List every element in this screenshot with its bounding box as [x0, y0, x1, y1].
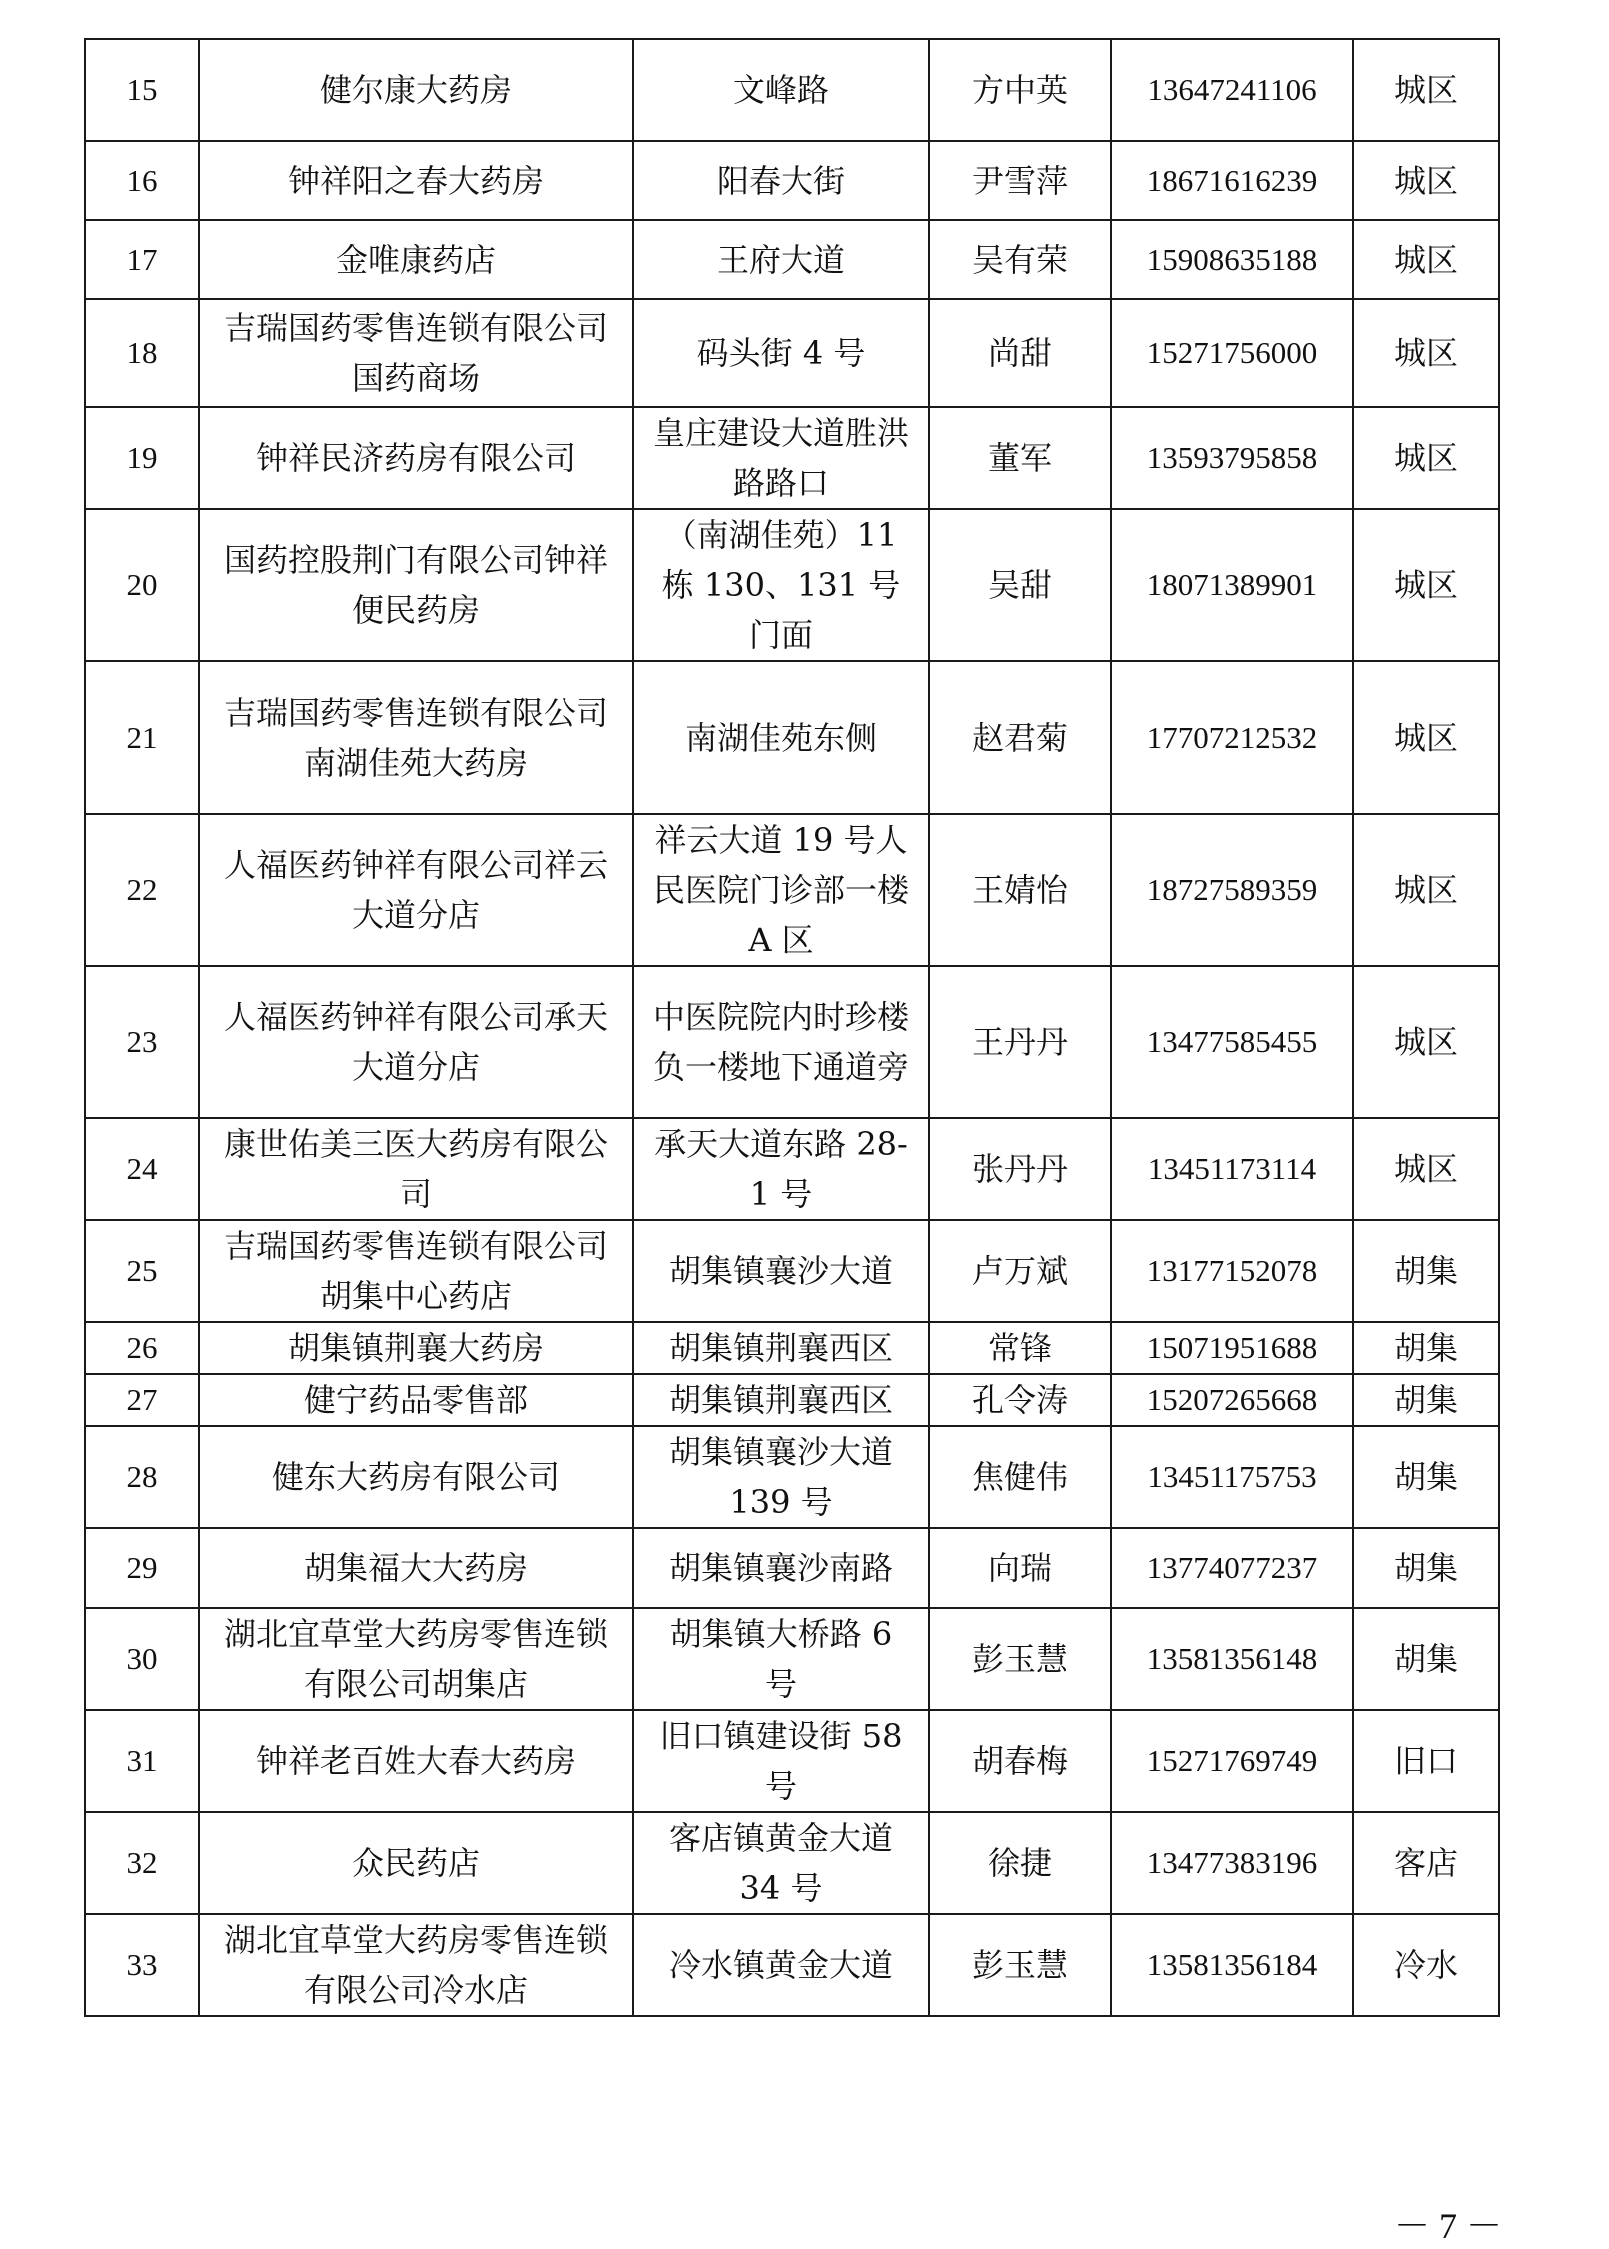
pharmacy-address: 祥云大道 19 号人民医院门诊部一楼 A 区 — [633, 814, 929, 966]
table-row — [85, 220, 1499, 299]
row-number: 22 — [85, 814, 199, 966]
pharmacy-name: 健东大药房有限公司 — [199, 1426, 633, 1528]
row-number: 29 — [85, 1528, 199, 1608]
table-row — [85, 1528, 1499, 1608]
phone-number: 18071389901 — [1111, 509, 1353, 661]
phone-number: 15908635188 — [1111, 220, 1353, 299]
phone-number: 13581356184 — [1111, 1914, 1353, 2016]
phone-number: 13774077237 — [1111, 1528, 1353, 1608]
pharmacy-name: 湖北宜草堂大药房零售连锁有限公司胡集店 — [199, 1608, 633, 1710]
row-number: 18 — [85, 299, 199, 407]
pharmacy-name: 胡集福大大药房 — [199, 1528, 633, 1608]
pharmacy-address: 承天大道东路 28-1 号 — [633, 1118, 929, 1220]
contact-person: 方中英 — [929, 39, 1111, 141]
pharmacy-name: 康世佑美三医大药房有限公司 — [199, 1118, 633, 1220]
table-row — [85, 1426, 1499, 1528]
row-number: 15 — [85, 39, 199, 141]
area: 城区 — [1353, 299, 1499, 407]
pharmacy-address: 王府大道 — [633, 220, 929, 299]
pharmacy-name: 吉瑞国药零售连锁有限公司南湖佳苑大药房 — [199, 661, 633, 814]
area: 胡集 — [1353, 1528, 1499, 1608]
pharmacy-address: 冷水镇黄金大道 — [633, 1914, 929, 2016]
row-number: 21 — [85, 661, 199, 814]
pharmacy-name: 国药控股荆门有限公司钟祥便民药房 — [199, 509, 633, 661]
contact-person: 王丹丹 — [929, 966, 1111, 1118]
phone-number: 13477585455 — [1111, 966, 1353, 1118]
area: 城区 — [1353, 141, 1499, 220]
contact-person: 卢万斌 — [929, 1220, 1111, 1322]
pharmacy-address: 胡集镇大桥路 6 号 — [633, 1608, 929, 1710]
phone-number: 13451175753 — [1111, 1426, 1353, 1528]
table-row — [85, 1608, 1499, 1710]
table-row — [85, 661, 1499, 814]
table-row — [85, 299, 1499, 407]
area: 城区 — [1353, 1118, 1499, 1220]
pharmacy-name: 健宁药品零售部 — [199, 1374, 633, 1426]
table-row — [85, 1118, 1499, 1220]
pharmacy-table — [84, 38, 1500, 2017]
row-number: 24 — [85, 1118, 199, 1220]
contact-person: 吴有荣 — [929, 220, 1111, 299]
row-number: 30 — [85, 1608, 199, 1710]
phone-number: 13177152078 — [1111, 1220, 1353, 1322]
area: 旧口 — [1353, 1710, 1499, 1812]
contact-person: 尚甜 — [929, 299, 1111, 407]
pharmacy-name: 钟祥民济药房有限公司 — [199, 407, 633, 509]
table-row — [85, 814, 1499, 966]
contact-person: 吴甜 — [929, 509, 1111, 661]
pharmacy-address: 文峰路 — [633, 39, 929, 141]
phone-number: 18727589359 — [1111, 814, 1353, 966]
area: 胡集 — [1353, 1426, 1499, 1528]
table-row — [85, 966, 1499, 1118]
area: 城区 — [1353, 39, 1499, 141]
contact-person: 彭玉慧 — [929, 1914, 1111, 2016]
pharmacy-name: 吉瑞国药零售连锁有限公司胡集中心药店 — [199, 1220, 633, 1322]
area: 城区 — [1353, 814, 1499, 966]
pharmacy-address: 客店镇黄金大道 34 号 — [633, 1812, 929, 1914]
pharmacy-address: 中医院院内时珍楼负一楼地下通道旁 — [633, 966, 929, 1118]
area: 城区 — [1353, 220, 1499, 299]
pharmacy-address: （南湖佳苑）11 栋 130、131 号门面 — [633, 509, 929, 661]
area: 客店 — [1353, 1812, 1499, 1914]
page-number: － 7 － — [1394, 2206, 1503, 2246]
contact-person: 王婧怡 — [929, 814, 1111, 966]
phone-number: 13647241106 — [1111, 39, 1353, 141]
pharmacy-address: 南湖佳苑东侧 — [633, 661, 929, 814]
pharmacy-name: 钟祥老百姓大春大药房 — [199, 1710, 633, 1812]
area: 胡集 — [1353, 1322, 1499, 1374]
phone-number: 13593795858 — [1111, 407, 1353, 509]
contact-person: 常锋 — [929, 1322, 1111, 1374]
area: 城区 — [1353, 966, 1499, 1118]
contact-person: 董军 — [929, 407, 1111, 509]
pharmacy-address: 胡集镇襄沙大道 139 号 — [633, 1426, 929, 1528]
table-row — [85, 1812, 1499, 1914]
row-number: 27 — [85, 1374, 199, 1426]
pharmacy-name: 湖北宜草堂大药房零售连锁有限公司冷水店 — [199, 1914, 633, 2016]
row-number: 20 — [85, 509, 199, 661]
row-number: 16 — [85, 141, 199, 220]
area: 城区 — [1353, 661, 1499, 814]
row-number: 26 — [85, 1322, 199, 1374]
pharmacy-name: 吉瑞国药零售连锁有限公司国药商场 — [199, 299, 633, 407]
table-row — [85, 141, 1499, 220]
phone-number: 13581356148 — [1111, 1608, 1353, 1710]
row-number: 31 — [85, 1710, 199, 1812]
table-row — [85, 509, 1499, 661]
contact-person: 焦健伟 — [929, 1426, 1111, 1528]
phone-number: 15271756000 — [1111, 299, 1353, 407]
area: 胡集 — [1353, 1220, 1499, 1322]
pharmacy-name: 人福医药钟祥有限公司承天大道分店 — [199, 966, 633, 1118]
row-number: 23 — [85, 966, 199, 1118]
contact-person: 孔令涛 — [929, 1374, 1111, 1426]
table-row — [85, 1710, 1499, 1812]
contact-person: 赵君菊 — [929, 661, 1111, 814]
pharmacy-name: 人福医药钟祥有限公司祥云大道分店 — [199, 814, 633, 966]
area: 冷水 — [1353, 1914, 1499, 2016]
table-row — [85, 1914, 1499, 2016]
table-row — [85, 1322, 1499, 1374]
pharmacy-name: 钟祥阳之春大药房 — [199, 141, 633, 220]
table-row — [85, 1220, 1499, 1322]
pharmacy-address: 阳春大街 — [633, 141, 929, 220]
contact-person: 向瑞 — [929, 1528, 1111, 1608]
pharmacy-name: 胡集镇荆襄大药房 — [199, 1322, 633, 1374]
phone-number: 15207265668 — [1111, 1374, 1353, 1426]
area: 城区 — [1353, 407, 1499, 509]
pharmacy-address: 胡集镇襄沙南路 — [633, 1528, 929, 1608]
pharmacy-address: 胡集镇襄沙大道 — [633, 1220, 929, 1322]
area: 胡集 — [1353, 1374, 1499, 1426]
phone-number: 18671616239 — [1111, 141, 1353, 220]
contact-person: 徐捷 — [929, 1812, 1111, 1914]
row-number: 19 — [85, 407, 199, 509]
area: 城区 — [1353, 509, 1499, 661]
table-row — [85, 39, 1499, 141]
contact-person: 彭玉慧 — [929, 1608, 1111, 1710]
phone-number: 13451173114 — [1111, 1118, 1353, 1220]
contact-person: 张丹丹 — [929, 1118, 1111, 1220]
row-number: 33 — [85, 1914, 199, 2016]
pharmacy-address: 皇庄建设大道胜洪路路口 — [633, 407, 929, 509]
pharmacy-address: 胡集镇荆襄西区 — [633, 1374, 929, 1426]
row-number: 32 — [85, 1812, 199, 1914]
pharmacy-name: 金唯康药店 — [199, 220, 633, 299]
row-number: 28 — [85, 1426, 199, 1528]
pharmacy-name: 众民药店 — [199, 1812, 633, 1914]
row-number: 17 — [85, 220, 199, 299]
phone-number: 13477383196 — [1111, 1812, 1353, 1914]
table-row — [85, 407, 1499, 509]
phone-number: 17707212532 — [1111, 661, 1353, 814]
contact-person: 尹雪萍 — [929, 141, 1111, 220]
pharmacy-address: 胡集镇荆襄西区 — [633, 1322, 929, 1374]
contact-person: 胡春梅 — [929, 1710, 1111, 1812]
row-number: 25 — [85, 1220, 199, 1322]
pharmacy-address: 旧口镇建设街 58 号 — [633, 1710, 929, 1812]
area: 胡集 — [1353, 1608, 1499, 1710]
phone-number: 15271769749 — [1111, 1710, 1353, 1812]
pharmacy-name: 健尔康大药房 — [199, 39, 633, 141]
phone-number: 15071951688 — [1111, 1322, 1353, 1374]
pharmacy-address: 码头街 4 号 — [633, 299, 929, 407]
table-row — [85, 1374, 1499, 1426]
